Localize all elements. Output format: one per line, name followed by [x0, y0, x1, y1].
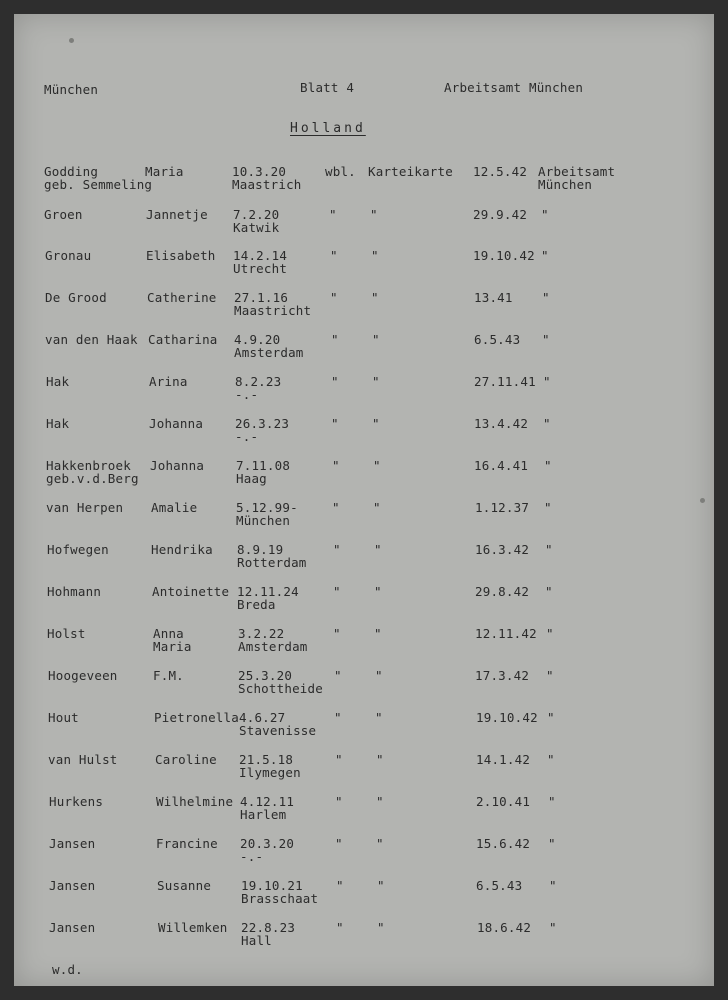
entry-birth-place: Maastricht [234, 303, 312, 318]
entry-birth-place: Ilymegen [239, 765, 301, 780]
entry-birth-place: Schottheide [238, 681, 323, 696]
entry-ref-date: 16.3.42 [475, 542, 530, 557]
entry-surname: Hout [48, 710, 79, 725]
entry-card: " [374, 542, 382, 557]
entry-card: Karteikarte [368, 164, 453, 179]
entry-given-name: Catherine [147, 290, 217, 305]
entry-card: " [374, 584, 382, 599]
entry-given-name: Catharina [148, 332, 218, 347]
entry-surname: Groen [44, 207, 83, 222]
punch-mark [69, 38, 74, 43]
entry-card: " [370, 207, 378, 222]
entry-given-name: Johanna [150, 458, 205, 473]
entry-surname: Jansen [49, 878, 96, 893]
entry-birth-place: Amsterdam [234, 345, 304, 360]
entry-birth-place: -.- [235, 387, 259, 402]
entry-birth-place: Utrecht [233, 261, 288, 276]
entry-ref-office: " [549, 920, 557, 935]
entry-sex: " [331, 332, 339, 347]
entry-surname: Gronau [45, 248, 92, 263]
entry-card: " [376, 836, 384, 851]
entry-birth-place: Hall [241, 933, 272, 948]
entry-birth-date: 8.2.23 [235, 374, 282, 389]
entry-ref-office-line2: München [538, 177, 593, 192]
entry-ref-date: 29.9.42 [473, 207, 528, 222]
entry-surname: Hakkenbroek [46, 458, 131, 473]
entry-ref-date: 13.4.42 [474, 416, 529, 431]
entry-surname: van Herpen [46, 500, 124, 515]
entry-given-name: Antoinette [152, 584, 230, 599]
entry-card: " [377, 878, 385, 893]
entry-surname-line2: geb.v.d.Berg [46, 471, 139, 486]
entry-sex: " [334, 710, 342, 725]
entry-birth-place: Amsterdam [238, 639, 308, 654]
entry-sex: " [335, 836, 343, 851]
entry-birth-date: 27.1.16 [234, 290, 289, 305]
entry-birth-date: 4.12.11 [240, 794, 295, 809]
entry-ref-office: " [545, 542, 553, 557]
entry-given-name: Caroline [155, 752, 217, 767]
entry-surname: Hurkens [49, 794, 104, 809]
entry-ref-office: " [541, 207, 549, 222]
entry-ref-date: 18.6.42 [477, 920, 532, 935]
entry-birth-place: Katwik [233, 220, 280, 235]
entry-sex: " [330, 248, 338, 263]
entry-birth-date: 5.12.99- [236, 500, 298, 515]
entry-surname: van Hulst [48, 752, 118, 767]
entry-surname: Godding [44, 164, 99, 179]
entry-ref-office: " [547, 710, 555, 725]
entry-birth-date: 7.2.20 [233, 207, 280, 222]
entry-ref-office: " [544, 500, 552, 515]
entry-ref-date: 6.5.43 [474, 332, 521, 347]
entry-sex: " [333, 626, 341, 641]
entry-given-name: Hendrika [151, 542, 213, 557]
entry-given-name: Wilhelmine [156, 794, 234, 809]
header-city: München [44, 82, 99, 97]
entry-surname: Hoogeveen [48, 668, 118, 683]
entry-surname: Jansen [49, 836, 96, 851]
entry-ref-date: 12.5.42 [473, 164, 528, 179]
entry-ref-date: 2.10.41 [476, 794, 531, 809]
entry-given-name-line2: Maria [153, 639, 192, 654]
entry-ref-office: " [542, 290, 550, 305]
entry-ref-office: " [546, 626, 554, 641]
entry-surname: Hak [46, 374, 70, 389]
entry-given-name: Anna [153, 626, 184, 641]
entry-ref-date: 29.8.42 [475, 584, 530, 599]
entry-ref-office: " [549, 878, 557, 893]
entry-surname: Hak [46, 416, 70, 431]
entry-card: " [374, 626, 382, 641]
entry-birth-date: 21.5.18 [239, 752, 294, 767]
entry-ref-office: " [546, 668, 554, 683]
entry-birth-place: -.- [240, 849, 264, 864]
entry-ref-date: 1.12.37 [475, 500, 530, 515]
entry-sex: wbl. [325, 164, 356, 179]
entry-sex: " [333, 542, 341, 557]
entry-sex: " [336, 878, 344, 893]
entry-birth-date: 19.10.21 [241, 878, 303, 893]
entry-birth-place: Brasschaat [241, 891, 319, 906]
entry-surname: van den Haak [45, 332, 138, 347]
entry-surname: Hofwegen [47, 542, 109, 557]
entry-birth-place: Maastrich [232, 177, 302, 192]
entry-birth-date: 12.11.24 [237, 584, 299, 599]
entry-birth-place: Harlem [240, 807, 287, 822]
entry-birth-place: -.- [235, 429, 259, 444]
entry-sex: " [335, 752, 343, 767]
entry-sex: " [332, 458, 340, 473]
entry-sex: " [329, 207, 337, 222]
entry-card: " [375, 668, 383, 683]
entry-ref-date: 27.11.41 [474, 374, 536, 389]
entry-card: " [375, 710, 383, 725]
entry-ref-office: " [543, 374, 551, 389]
entry-given-name: Amalie [151, 500, 198, 515]
entry-ref-office: " [545, 584, 553, 599]
entry-sex: " [330, 290, 338, 305]
entry-card: " [372, 374, 380, 389]
entry-sex: " [336, 920, 344, 935]
entry-birth-date: 4.6.27 [239, 710, 286, 725]
entry-birth-date: 25.3.20 [238, 668, 293, 683]
entry-ref-date: 15.6.42 [476, 836, 531, 851]
entry-ref-office: " [548, 836, 556, 851]
entry-surname: De Grood [45, 290, 107, 305]
entry-birth-place: Stavenisse [239, 723, 317, 738]
entry-given-name: Elisabeth [146, 248, 216, 263]
footer-note: w.d. [52, 962, 83, 977]
entry-birth-date: 20.3.20 [240, 836, 295, 851]
entry-ref-office: " [544, 458, 552, 473]
entry-ref-office: " [542, 332, 550, 347]
entry-birth-date: 26.3.23 [235, 416, 290, 431]
entry-birth-date: 22.8.23 [241, 920, 296, 935]
entry-surname-line2: geb. Semmeling [44, 177, 153, 192]
entry-card: " [376, 794, 384, 809]
entry-birth-date: 10.3.20 [232, 164, 287, 179]
entry-sex: " [335, 794, 343, 809]
entry-ref-office: " [543, 416, 551, 431]
entry-given-name: Johanna [149, 416, 204, 431]
header-office: Arbeitsamt München [444, 80, 584, 95]
entry-birth-date: 3.2.22 [238, 626, 285, 641]
entry-given-name: Maria [145, 164, 184, 179]
entry-ref-date: 13.41 [474, 290, 513, 305]
entry-given-name: Susanne [157, 878, 212, 893]
entry-ref-date: 19.10.42 [473, 248, 535, 263]
entry-sex: " [333, 584, 341, 599]
entry-surname: Holst [47, 626, 86, 641]
entry-ref-date: 16.4.41 [474, 458, 529, 473]
entry-birth-place: Rotterdam [237, 555, 307, 570]
country-heading: Holland [290, 121, 366, 136]
entry-birth-date: 4.9.20 [234, 332, 281, 347]
entry-ref-date: 14.1.42 [476, 752, 531, 767]
entry-birth-place: München [236, 513, 291, 528]
entry-birth-place: Haag [236, 471, 267, 486]
entry-card: " [371, 290, 379, 305]
entry-ref-office: " [541, 248, 549, 263]
entry-given-name: Jannetje [146, 207, 208, 222]
entry-card: " [372, 332, 380, 347]
entry-card: " [373, 500, 381, 515]
punch-mark [700, 498, 705, 503]
entry-card: " [373, 458, 381, 473]
entry-sex: " [334, 668, 342, 683]
entry-given-name: Pietronella [154, 710, 239, 725]
entry-surname: Hohmann [47, 584, 102, 599]
entry-birth-place: Breda [237, 597, 276, 612]
entry-card: " [376, 752, 384, 767]
entry-sex: " [331, 416, 339, 431]
entry-birth-date: 8.9.19 [237, 542, 284, 557]
entry-sex: " [332, 500, 340, 515]
entry-given-name: Arina [149, 374, 188, 389]
entry-ref-date: 19.10.42 [476, 710, 538, 725]
entry-ref-office: " [548, 794, 556, 809]
entry-ref-office: " [547, 752, 555, 767]
entry-ref-date: 6.5.43 [476, 878, 523, 893]
entry-birth-date: 7.11.08 [236, 458, 291, 473]
entry-ref-office: Arbeitsamt [538, 164, 616, 179]
entry-given-name: Willemken [158, 920, 228, 935]
entry-given-name: Francine [156, 836, 218, 851]
entry-ref-date: 12.11.42 [475, 626, 537, 641]
entry-given-name: F.M. [153, 668, 184, 683]
entry-card: " [372, 416, 380, 431]
entry-card: " [371, 248, 379, 263]
header-sheet-number: Blatt 4 [300, 80, 355, 95]
entry-card: " [377, 920, 385, 935]
entry-birth-date: 14.2.14 [233, 248, 288, 263]
entry-surname: Jansen [49, 920, 96, 935]
entry-ref-date: 17.3.42 [475, 668, 530, 683]
entry-sex: " [331, 374, 339, 389]
